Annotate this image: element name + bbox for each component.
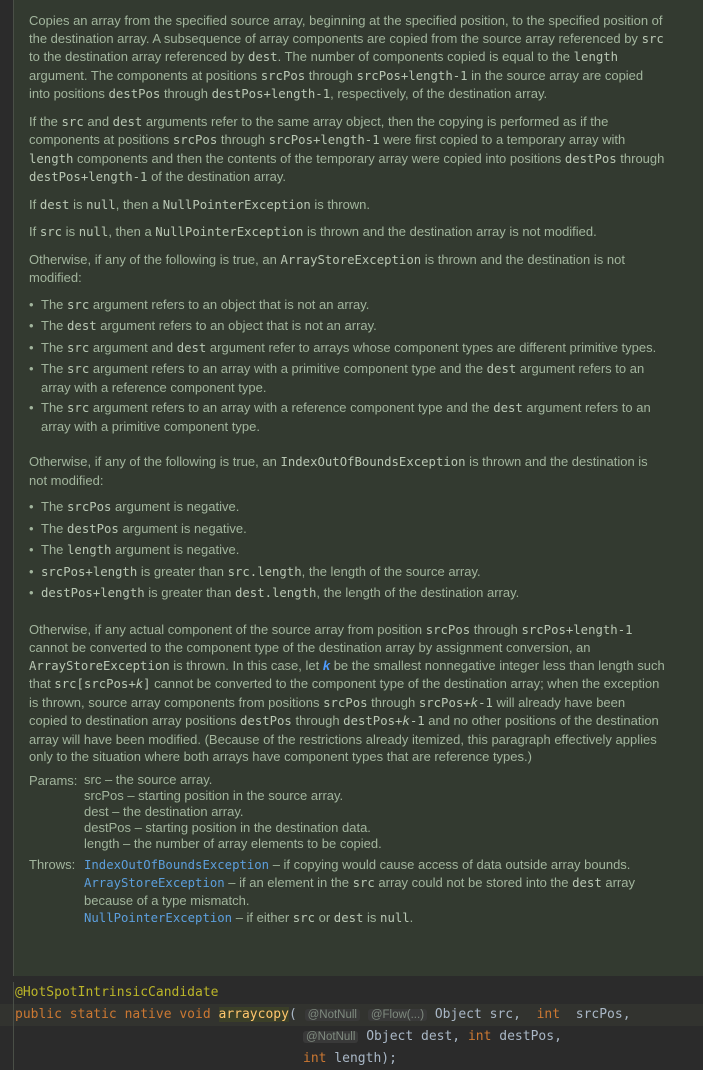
throws-index-out-of-bounds: [84, 856, 667, 874]
inline-code: dest: [67, 319, 97, 333]
doc-paragraph-4: [29, 223, 667, 242]
doc-text: through: [305, 67, 357, 83]
inline-code: length: [29, 151, 74, 166]
doc-paragraph-5: [29, 251, 667, 287]
inline-code: src.length: [227, 564, 302, 579]
doc-text: cannot be converted to the component type of the destination array by assignment conversion, an: [29, 640, 591, 655]
doc-text: , the length of the source array.: [301, 563, 481, 579]
doc-text: The: [41, 542, 68, 557]
code-token: Object dest,: [358, 1029, 468, 1044]
doc-text: argument refers to an array with a primitive component type.: [41, 400, 651, 434]
list-item: [29, 541, 667, 560]
array-store-conditions-list: [29, 296, 667, 436]
param-length: length – the number of array elements to be copied.: [84, 835, 382, 851]
params-section: [29, 772, 667, 852]
code-line-params-2[interactable]: [0, 1026, 703, 1048]
doc-text: and no other positions of the destination array will have been modified. (Because of the restrictions already itemized, this paragraph effectively applies only to the situation where both arrays have component types that are reference types.): [29, 713, 659, 764]
doc-text: components and then the contents of the temporary array were copied into positions: [73, 150, 565, 166]
list-item: [29, 520, 667, 539]
doc-text: argument refers to an object that is not an array.: [96, 318, 377, 333]
code-token: destPos,: [491, 1029, 562, 1044]
inline-code: dest: [333, 910, 364, 925]
inline-code: destPos+: [343, 714, 403, 728]
inline-code: src: [67, 362, 90, 376]
inline-code: src: [67, 340, 90, 355]
doc-text: through: [616, 150, 665, 166]
doc-text: or: [315, 909, 334, 925]
doc-text: is: [62, 224, 79, 239]
param-srcpos: srcPos – starting position in the source array.: [84, 787, 344, 803]
inline-code: ]: [143, 677, 151, 691]
inline-code: null: [380, 910, 410, 925]
inline-code: srcPos: [323, 695, 368, 710]
doc-text: is thrown and the destination is not modified:: [29, 454, 648, 488]
inline-code: ArrayStoreException: [280, 252, 422, 267]
doc-text: is: [363, 909, 381, 925]
variable-k: k: [322, 657, 331, 673]
inlay-hint[interactable]: @NotNull: [303, 1031, 358, 1043]
doc-text: argument refers to an array with a primitive component type and the: [89, 361, 487, 376]
doc-paragraph-2: [29, 113, 667, 187]
doc-text: is: [69, 196, 87, 212]
inline-code: destPos+length: [41, 586, 145, 600]
index-bounds-conditions-list: [29, 498, 667, 603]
doc-text: were first copied to a temporary array with: [379, 132, 626, 147]
doc-text: argument is negative.: [111, 542, 240, 557]
inline-code: dest: [486, 362, 517, 376]
doc-text: The: [41, 400, 68, 415]
doc-text: is thrown and the destination array is not modified.: [303, 224, 597, 239]
throws-list: [84, 856, 667, 927]
doc-text: through: [367, 694, 419, 710]
inline-code-italic: k: [470, 695, 479, 710]
doc-text: The: [41, 361, 68, 376]
inline-code: length: [573, 50, 619, 64]
doc-text: Copies an array from the specified source array, beginning at the specified position, to the specified position of the destination array. A subsequence of array components are copied from the source array referenced by: [29, 13, 663, 46]
throws-section: [29, 856, 667, 927]
code-token: srcPos,: [560, 1007, 631, 1022]
doc-text: is thrown. In this case, let: [169, 657, 323, 673]
param-src: src – the source array.: [84, 771, 213, 787]
doc-text: to the destination array referenced by: [29, 49, 248, 64]
doc-text: argument refers to an array with a reference component type.: [41, 361, 645, 395]
doc-paragraph-3: [29, 196, 667, 215]
doc-text: Otherwise, if any of the following is true, an: [29, 454, 281, 469]
keyword: int: [536, 1007, 561, 1022]
inline-code: destPos+length-1: [211, 87, 331, 101]
doc-text: If: [29, 196, 40, 212]
doc-text: , the length of the destination array.: [316, 585, 520, 600]
inline-code: -1: [409, 714, 425, 728]
doc-text: and: [83, 113, 113, 129]
doc-text: .: [409, 909, 414, 925]
doc-text: argument and: [89, 339, 177, 355]
doc-text: , respectively, of the destination array.: [330, 86, 548, 101]
inline-code: destPos+length-1: [29, 170, 148, 184]
code-line-params-3[interactable]: [0, 1048, 703, 1070]
inline-code: dest: [176, 340, 207, 355]
doc-text: If: [29, 224, 40, 239]
list-item: [29, 339, 667, 358]
doc-text: If the: [29, 113, 62, 129]
doc-text: array because of a type mismatch.: [84, 874, 635, 908]
code-line-signature[interactable]: [0, 1004, 703, 1026]
inline-code: -1: [478, 695, 493, 710]
doc-text: argument refers to an object that is not an array.: [89, 296, 370, 312]
doc-text: argument refers to an array with a reference component type and the: [89, 400, 494, 415]
inline-code: src: [352, 875, 375, 890]
inline-code: srcPos: [260, 68, 306, 83]
inlay-hint[interactable]: @NotNull: [305, 1009, 360, 1021]
inline-code: dest: [493, 401, 523, 415]
inline-code: src: [39, 225, 63, 239]
params-list: [84, 772, 382, 852]
param-dest: dest – the destination array.: [84, 803, 244, 819]
doc-text: The: [41, 296, 68, 312]
inline-code: NullPointerException: [155, 225, 304, 239]
doc-text: cannot be converted to the component type of the destination array; when the exception is thrown, source array components from positions: [29, 676, 660, 710]
inline-code: srcPos+: [418, 695, 471, 710]
code-line-annotation[interactable]: [0, 982, 703, 1004]
inline-code: src: [61, 114, 84, 129]
doc-text: array could not be stored into the: [374, 874, 573, 890]
inline-code: dest.length: [234, 586, 317, 600]
doc-text: through: [217, 132, 269, 147]
inline-code: destPos: [240, 714, 292, 728]
list-item: [29, 360, 667, 396]
doc-text: The: [41, 318, 68, 333]
keyword: public static native void: [15, 1007, 219, 1022]
inline-code: dest: [39, 197, 70, 212]
doc-text: is greater than: [144, 585, 235, 600]
doc-text: . The number of components copied is equal to the: [277, 49, 574, 64]
doc-text: is thrown and the destination is not modified:: [29, 251, 625, 285]
list-item: [29, 296, 667, 315]
doc-text: through: [160, 86, 212, 101]
inline-code: destPos: [67, 521, 119, 536]
doc-text: – if an element in the: [224, 874, 353, 890]
keyword: int: [467, 1029, 492, 1044]
doc-text: is greater than: [137, 563, 228, 579]
inline-code: dest: [112, 114, 143, 129]
inline-code: srcPos+length: [41, 564, 138, 579]
throws-null-pointer: [84, 909, 667, 927]
params-label: Params:: [29, 772, 78, 788]
param-destpos: destPos – starting position in the destination data.: [84, 819, 371, 835]
throws-array-store: [84, 874, 667, 909]
inline-code: srcPos+length-1: [356, 68, 468, 83]
inline-code: srcPos+length-1: [521, 622, 633, 637]
doc-text: The: [41, 499, 68, 514]
inline-code: srcPos: [67, 500, 112, 514]
inline-code-italic: k: [402, 714, 410, 728]
doc-text: argument refer to arrays whose component types are different primitive types.: [206, 339, 657, 355]
code-token: length);: [326, 1051, 397, 1066]
inline-code: srcPos: [425, 622, 471, 637]
doc-text: Otherwise, if any of the following is true, an: [29, 251, 281, 267]
exception-link[interactable]: ArrayStoreException: [84, 875, 225, 890]
list-item: [29, 399, 667, 435]
inline-code: src: [67, 401, 90, 415]
inline-code: ArrayStoreException: [29, 658, 170, 673]
doc-text: is thrown.: [310, 196, 371, 212]
inline-code: length: [67, 543, 112, 557]
doc-paragraph-6: [29, 453, 667, 489]
inline-code: src: [292, 910, 315, 925]
exception-link[interactable]: NullPointerException: [84, 910, 233, 925]
doc-text: argument is negative.: [111, 499, 240, 514]
inlay-hint[interactable]: @Flow(...): [368, 1009, 427, 1021]
doc-text: Otherwise, if any actual component of the source array from position: [29, 621, 426, 637]
doc-text: , then a: [115, 196, 163, 212]
quick-documentation-popup: [13, 0, 703, 976]
list-item: [29, 584, 667, 603]
doc-text: The: [41, 520, 68, 536]
inline-code: src[srcPos+: [54, 677, 136, 691]
inline-code: null: [86, 197, 116, 212]
doc-paragraph-1: [29, 12, 667, 104]
doc-text: will already have been copied to destination array positions: [29, 694, 626, 728]
inline-code: IndexOutOfBoundsException: [280, 455, 466, 469]
code-token: Object src,: [427, 1007, 537, 1022]
throws-label: Throws:: [29, 856, 76, 872]
doc-text: in the source array are copied into positions: [29, 67, 644, 101]
list-item: [29, 317, 667, 336]
doc-text: through: [470, 621, 522, 637]
doc-text: argument is negative.: [118, 520, 247, 536]
doc-text: arguments refer to the same array object, then the copying is performed as if the components at positions: [29, 113, 609, 147]
inline-code-italic: k: [135, 677, 144, 691]
inline-code: dest: [247, 50, 278, 64]
inline-code: src: [67, 297, 90, 312]
doc-text: be the smallest nonnegative integer less than length such that: [29, 657, 665, 691]
inline-code: src: [641, 31, 664, 46]
inline-code: NullPointerException: [162, 197, 311, 212]
list-item: [29, 563, 667, 582]
inline-code: dest: [572, 875, 602, 890]
doc-text: The: [41, 339, 68, 355]
doc-text: through: [291, 713, 344, 728]
doc-text: argument. The components at positions: [29, 67, 261, 83]
inline-code: srcPos: [172, 133, 218, 147]
code-token: (: [288, 1007, 305, 1022]
keyword: int: [303, 1051, 327, 1066]
code-token: [360, 1007, 368, 1022]
doc-text: – if copying would cause access of data outside array bounds.: [269, 856, 631, 872]
editor-gutter-line: [13, 982, 14, 1070]
doc-text: of the destination array.: [147, 169, 286, 184]
inline-code: srcPos+length-1: [268, 133, 380, 147]
list-item: [29, 498, 667, 517]
inline-code: destPos: [108, 87, 161, 101]
doc-paragraph-7: [29, 621, 667, 766]
method-name: arraycopy: [218, 1007, 289, 1022]
doc-text: , then a: [108, 224, 156, 239]
code-editor[interactable]: [0, 982, 703, 1070]
inline-code: null: [78, 225, 109, 239]
inline-code: destPos: [564, 151, 617, 166]
doc-text: – if either: [232, 909, 293, 925]
annotation: @HotSpotIntrinsicCandidate: [15, 985, 219, 1000]
exception-link[interactable]: IndexOutOfBoundsException: [84, 857, 270, 872]
